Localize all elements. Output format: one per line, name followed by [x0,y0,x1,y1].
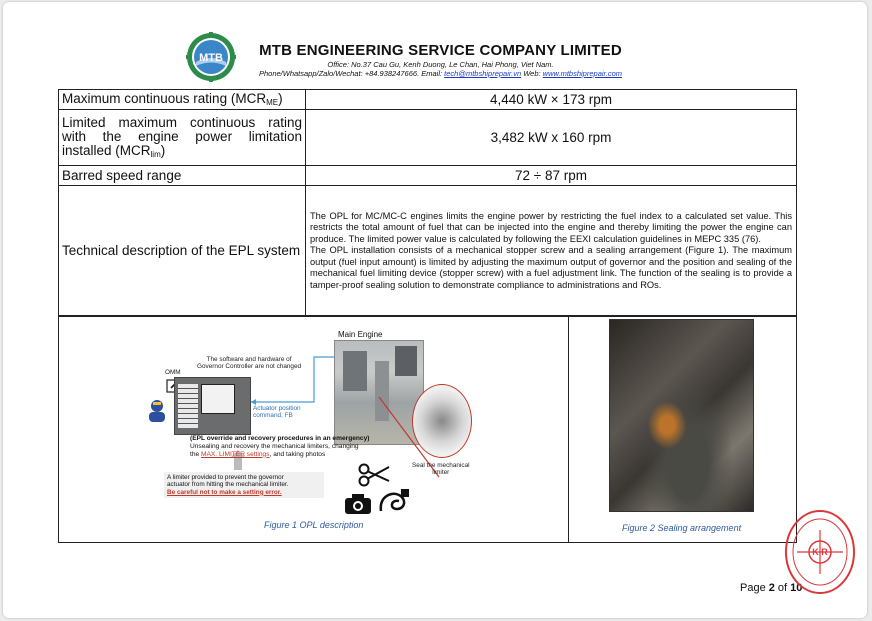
document-page [3,2,867,618]
desc-label: Technical description of the EPL system [59,186,306,316]
letterhead [243,42,638,78]
figure-1-arrows [59,317,569,544]
engine-spec-table [58,89,797,316]
page-number: Page 2 of 10 [740,582,803,594]
barred-label: Barred speed range [59,166,306,186]
web-prefix: Web: [521,69,543,78]
figures-table [58,316,797,543]
limiter-warning: A limiter provided to prevent the governor actuator from hitting the mechanical limiter. Be careful not to make a setting error. [164,472,324,498]
seal-note: Seal the mechanical limiter [412,462,470,477]
figure-2-cell [569,317,797,543]
table-row [59,90,797,110]
figure-2-caption: Figure 2 Sealing arrangement [622,523,742,533]
web-link[interactable]: www.mtbshiprepair.com [542,69,623,78]
table-row [59,186,797,316]
figure-1-caption: Figure 1 OPL description [264,520,364,530]
desc-paragraph-2: The OPL installation consists of a mechanical stopper screw and a sealing arrangement (Figure 1). The maximum output (fuel input amount) is limited by adjusting the maximum output of governor and the position and sealing of the mechanical fuel limiting device (stopper screw) with a fuel adjustment link. The function of the sealing is to provide a tamper-proof sealing solution to demonstrate compliance to administrations and ROs. [310,245,792,290]
epl-procedure-note: (EPL override and recovery procedures in an emergency) Unsealing and recovery the mechanical limiters, changing the MAX. LIMITER settings, and taking photos [190,435,370,458]
mcr-value: 4,440 kW × 173 rpm [306,90,797,110]
barred-value: 72 ÷ 87 rpm [306,166,797,186]
governor-controller-panel [174,377,251,435]
sealing-arrangement-photo [609,319,754,512]
camera-icon [344,493,372,515]
email-link[interactable]: tech@mtbshiprepair.vn [444,69,522,78]
actuator-note: Actuator position command, FB [253,405,301,420]
company-seal-stamp [783,508,857,596]
phone-text: Phone/Whatsapp/Zalo/Wechat: +84.938247666. Email: [258,69,445,78]
figure-1-cell [59,317,569,543]
office-address: Office: No.37 Cau Gu, Kenh Duong, Le Chan, Hai Phong, Viet Nam. [327,60,554,69]
desc-paragraph-1: The OPL for MC/MC-C engines limits the engine power by restricting the fuel index to a calculated set value. This restricts the total amount of fuel that can be injected into the engine and thereby limiting the power the engine can produce. The limited power value is calculated by following the EEXI calculation guidelines in MEPC 335 (76). [310,210,792,244]
company-name: MTB ENGINEERING SERVICE COMPANY LIMITED [259,42,622,59]
company-logo [186,32,236,82]
contact-line [243,69,638,78]
svg-text:MTB: MTB [199,52,223,64]
software-note: The software and hardware of Governor Controller are not changed [197,356,302,371]
seal-wire-icon [377,487,411,515]
scissors-icon [357,463,391,487]
table-row [59,110,797,166]
desc-text [306,186,797,316]
lim-value: 3,482 kW x 160 rpm [306,110,797,166]
main-engine-label: Main Engine [338,330,383,339]
svg-text:K R: K R [812,547,828,557]
table-row [59,166,797,186]
lim-label: Limited maximum continuous rating with the engine power limitation installed $(MCR_{lim})$ [59,110,306,166]
engineer-icon [144,397,170,423]
mcr-label: Maximum continuous rating $(MCR_{ME})$ [59,90,306,110]
omm-label: OMM [165,369,181,376]
